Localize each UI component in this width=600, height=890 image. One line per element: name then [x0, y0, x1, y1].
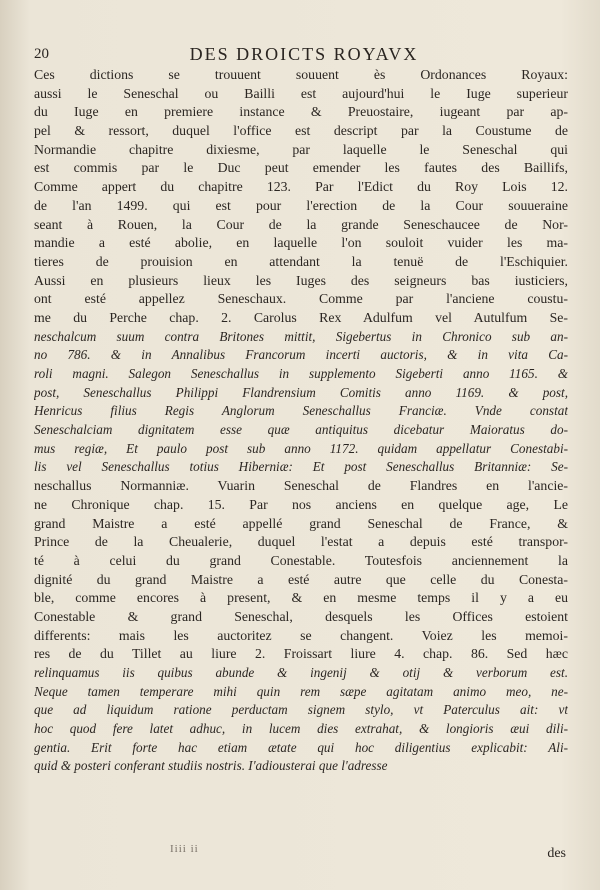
text-line: relinquamus iis quibus abunde & ingenij & otij & verborum est.: [34, 665, 568, 680]
text-line: gentia. Erit forte hac etiam ætate qui hoc diligentius explicabit: Ali-: [34, 739, 568, 755]
text-line: ont esté appellez Seneschaux. Comme par l'anciene coustu-: [34, 291, 568, 307]
text-line: Comme appert du chapitre 123. Par l'Edict du Roy Lois 12.: [34, 179, 568, 195]
text-line: lis vel Seneschallus totius Hiberniæ: Et post Seneschallus Britanniæ: Se-: [34, 459, 568, 475]
text-line: Normandie chapitre dixiesme, par laquelle le Seneschal qui: [34, 141, 568, 157]
text-line: Aussi en plusieurs lieux les Iuges des seigneurs bas iusticiers,: [34, 272, 568, 288]
text-body: [34, 66, 568, 776]
text-line: mus regiæ, Et paulo post sub anno 1172. quidam appellatur Conestabi-: [34, 440, 568, 456]
text-line: té à celui du grand Conestable. Toutesfois anciennement la: [34, 552, 568, 568]
text-line: Henricus filius Regis Anglorum Seneschallus Franciæ. Vnde constat: [34, 403, 568, 419]
text-line: res de du Tillet au liure 2. Froissart liure 4. chap. 86. Sed hæc: [34, 646, 568, 662]
text-line: differents: mais les auctoritez se changent. Voiez les memoi-: [34, 627, 568, 643]
text-line: post, Seneschallus Philippi Flandrensium Comitis anno 1169. & post,: [34, 384, 568, 400]
text-line: aussi le Seneschal ou Bailli est aujourd'hui le Iuge superieur: [34, 85, 568, 101]
text-line: Prince de la Cheualerie, duquel l'estat a depuis esté transpor-: [34, 534, 568, 550]
text-line: neschalcum suum contra Britones mittit, Sigebertus in Chronico sub an-: [34, 328, 568, 344]
page-number: 20: [34, 46, 49, 62]
text-line: Seneschalciam dignitatem esse quæ antiquitus dicebatur Maioratus do-: [34, 422, 568, 438]
text-line: hoc quod fere latet adhuc, in lucem dies extrahat, & longioris æui dili-: [34, 721, 568, 737]
text-line: mandie a esté abolie, en laquelle l'on souloit vuider les ma-: [34, 235, 568, 251]
text-line: seant à Rouen, la Cour de la grande Seneschaucee de Nor-: [34, 216, 568, 232]
text-line: grand Maistre a esté appellé grand Seneschal de France, &: [34, 515, 568, 531]
text-line: no 786. & in Annalibus Francorum incerti auctoris, & in vita Ca-: [34, 347, 568, 363]
text-line: tieres de prouision en attendant la tenuë de l'Eschiquier.: [34, 253, 568, 269]
text-line: du Iuge en premiere instance & Preuostaire, iugeant par ap-: [34, 104, 568, 120]
running-head: DES DROICTS ROYAVX: [189, 44, 419, 64]
text-line: Ces dictions se trouuent souuent ès Ordonances Royaux:: [34, 67, 568, 82]
text-line: roli magni. Salegon Seneschallus in supplemento Sigeberti anno 1165. &: [34, 366, 568, 381]
text-line: pel & ressort, duquel l'office est descript par la Coustume de: [34, 123, 568, 139]
signature-mark: Iiii ii: [170, 843, 199, 855]
text-line: de l'an 1499. qui est pour l'erection de la Cour souueraine: [34, 197, 568, 213]
text-line: dignité du grand Maistre a esté autre que celle du Conesta-: [34, 571, 568, 587]
page-header: [34, 44, 574, 68]
text-line: ble, comme encores à present, & en mesme temps il y a eu: [34, 590, 568, 606]
text-line: Conestable & grand Seneschal, desquels les Offices estoient: [34, 608, 568, 624]
text-line: est commis par le Duc peut emender les fautes des Baillifs,: [34, 160, 568, 176]
text-line: que ad liquidum ratione perductam signem stylo, vt Paterculus ait: vt: [34, 702, 568, 718]
catchword: des: [547, 846, 566, 861]
text-line: neschallus Normanniæ. Vuarin Seneschal de Flandres en l'ancie-: [34, 478, 568, 494]
text-line: me du Perche chap. 2. Carolus Rex Adulfum vel Autulfum Se-: [34, 309, 568, 325]
text-line: quid & posteri conferant studiis nostris. I'adiousterai que l'adresse: [34, 758, 388, 774]
text-line: Neque tamen temperare mihi quin rem sæpe agitatam animo meo, ne-: [34, 683, 568, 699]
text-line: ne Chronique chap. 15. Par nos anciens en quelque age, Le: [34, 496, 568, 512]
